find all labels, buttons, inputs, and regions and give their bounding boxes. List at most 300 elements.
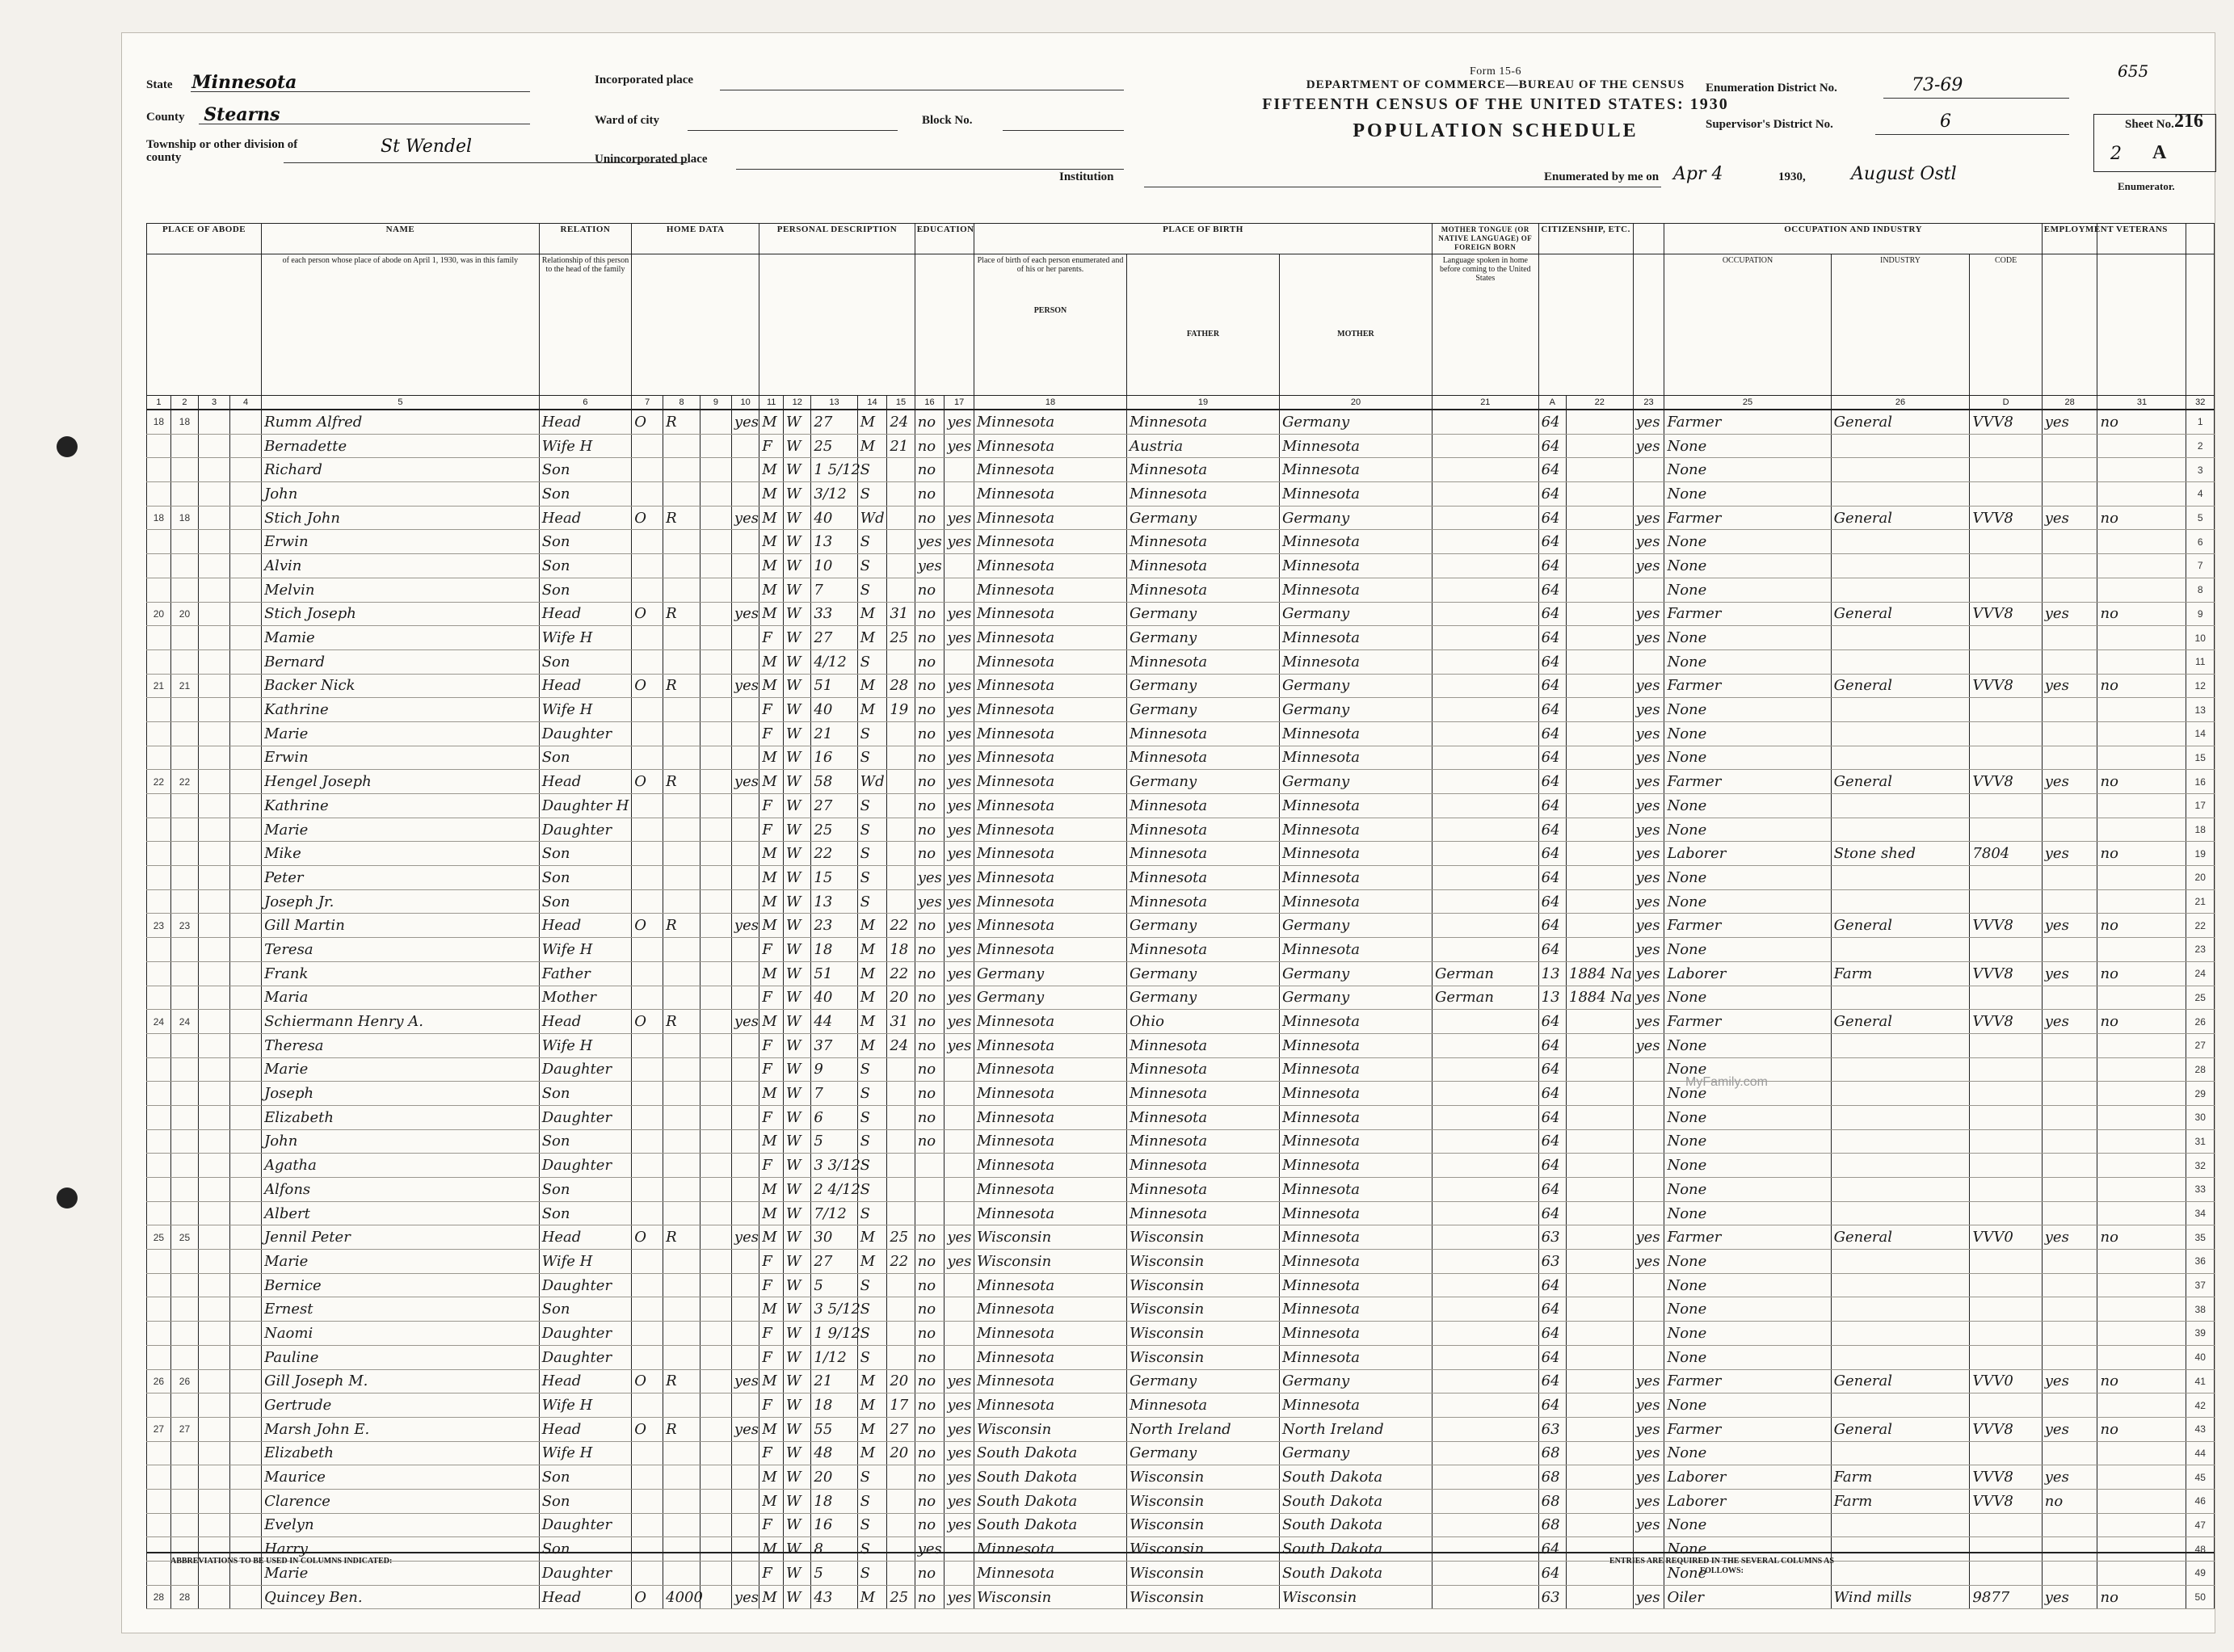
can-read-write: [945, 1082, 974, 1106]
birth-code: 64: [1538, 1537, 1566, 1562]
dwelling-number: [147, 578, 171, 602]
family-number: [170, 1057, 198, 1082]
home-tenure: [632, 1322, 663, 1346]
birthplace-person: Wisconsin: [974, 1585, 1127, 1609]
speaks-english: [1633, 1082, 1664, 1106]
school-attendance: no: [915, 1513, 945, 1537]
home-value: [663, 1250, 700, 1274]
empty-cell: [700, 1225, 731, 1250]
age-at-marriage: 27: [887, 1417, 915, 1441]
race: W: [784, 506, 811, 530]
industry-code: [1970, 1322, 2042, 1346]
age-at-marriage: [887, 1297, 915, 1322]
occupation: Farmer: [1664, 1225, 1831, 1250]
can-read-write: yes: [945, 961, 974, 986]
mother-tongue: [1432, 721, 1538, 746]
school-attendance: no: [915, 1105, 945, 1129]
person-name: Kathrine: [262, 794, 540, 818]
birthplace-person: Minnesota: [974, 1033, 1127, 1057]
occupation: None: [1664, 482, 1831, 507]
occupation: None: [1664, 458, 1831, 482]
birthplace-father: Minnesota: [1126, 410, 1279, 434]
race: W: [784, 1322, 811, 1346]
table-row: [147, 1105, 2215, 1129]
line-number: 46: [2186, 1489, 2215, 1513]
mother-tongue: [1432, 818, 1538, 842]
race: W: [784, 986, 811, 1010]
industry: [1831, 746, 1970, 770]
home-value: [663, 482, 700, 507]
age: 13: [811, 889, 857, 914]
enumerated-date: Apr 4: [1673, 164, 1723, 184]
birth-code: 64: [1538, 889, 1566, 914]
line-number: 36: [2186, 1250, 2215, 1274]
race: W: [784, 458, 811, 482]
race: W: [784, 1585, 811, 1609]
dwelling-number: [147, 434, 171, 458]
birthplace-person: Minnesota: [974, 1010, 1127, 1034]
birth-code: 64: [1538, 530, 1566, 554]
home-tenure: O: [632, 1417, 663, 1441]
industry-code: [1970, 1082, 2042, 1106]
can-read-write: yes: [945, 889, 974, 914]
occupation: None: [1664, 721, 1831, 746]
veteran: [2097, 1154, 2186, 1178]
relation: Son: [539, 1178, 632, 1202]
person-name: Backer Nick: [262, 674, 540, 698]
sex: M: [759, 649, 784, 674]
empty-cell: [230, 794, 262, 818]
race: W: [784, 1154, 811, 1178]
relation: Son: [539, 458, 632, 482]
occupation: None: [1664, 1513, 1831, 1537]
column-number: 19: [1126, 396, 1279, 410]
column-number: 12: [784, 396, 811, 410]
line-number: 31: [2186, 1129, 2215, 1154]
census-title: FIFTEENTH CENSUS OF THE UNITED STATES: 1930: [1262, 95, 1729, 113]
family-number: [170, 866, 198, 890]
speaks-english: yes: [1633, 1033, 1664, 1057]
age-at-marriage: [887, 1322, 915, 1346]
column-number: 11: [759, 396, 784, 410]
family-number: 23: [170, 914, 198, 938]
birth-code: 68: [1538, 1465, 1566, 1490]
farm-flag: [731, 554, 759, 578]
birthplace-mother: Germany: [1279, 1441, 1432, 1465]
marital-status: S: [857, 1513, 887, 1537]
race: W: [784, 818, 811, 842]
birthplace-mother: Minnesota: [1279, 1393, 1432, 1418]
age: 51: [811, 674, 857, 698]
table-row: [147, 986, 2215, 1010]
dwelling-number: [147, 530, 171, 554]
empty-cell: [199, 458, 230, 482]
family-number: 21: [170, 674, 198, 698]
family-number: 27: [170, 1417, 198, 1441]
industry: [1831, 482, 1970, 507]
dwelling-number: [147, 1465, 171, 1490]
birthplace-person: Germany: [974, 961, 1127, 986]
home-value: R: [663, 1225, 700, 1250]
sex: F: [759, 1513, 784, 1537]
sex: M: [759, 1417, 784, 1441]
empty-cell: [230, 1057, 262, 1082]
line-number: 1: [2186, 410, 2215, 434]
speaks-english: yes: [1633, 674, 1664, 698]
industry: General: [1831, 1369, 1970, 1393]
industry: [1831, 649, 1970, 674]
birthplace-mother: Minnesota: [1279, 626, 1432, 650]
industry: [1831, 794, 1970, 818]
industry: General: [1831, 914, 1970, 938]
speaks-english: yes: [1633, 1369, 1664, 1393]
can-read-write: yes: [945, 986, 974, 1010]
speaks-english: yes: [1633, 1513, 1664, 1537]
home-tenure: [632, 818, 663, 842]
birth-code: 64: [1538, 458, 1566, 482]
empty-cell: [230, 1393, 262, 1418]
veteran: [2097, 1441, 2186, 1465]
family-number: [170, 1322, 198, 1346]
race: W: [784, 649, 811, 674]
industry: Farm: [1831, 1489, 1970, 1513]
speaks-english: yes: [1633, 1417, 1664, 1441]
marital-status: M: [857, 674, 887, 698]
mother-tongue: [1432, 1178, 1538, 1202]
industry: [1831, 1345, 1970, 1369]
can-read-write: yes: [945, 602, 974, 626]
speaks-english: yes: [1633, 1225, 1664, 1250]
relation: Head: [539, 770, 632, 794]
employed: [2042, 649, 2097, 674]
empty-cell: [230, 626, 262, 650]
birthplace-father: Germany: [1126, 1441, 1279, 1465]
marital-status: M: [857, 698, 887, 722]
birthplace-mother: Minnesota: [1279, 1129, 1432, 1154]
industry-code: [1970, 794, 2042, 818]
industry-code: [1970, 938, 2042, 962]
relation: Son: [539, 554, 632, 578]
occupation: Farmer: [1664, 1010, 1831, 1034]
age: 7: [811, 578, 857, 602]
birthplace-father: North Ireland: [1126, 1417, 1279, 1441]
age: 9: [811, 1057, 857, 1082]
line-number: 4: [2186, 482, 2215, 507]
empty-cell: [199, 1154, 230, 1178]
speaks-english: yes: [1633, 818, 1664, 842]
birth-code: 64: [1538, 1297, 1566, 1322]
birth-code: 64: [1538, 1154, 1566, 1178]
relation: Head: [539, 1369, 632, 1393]
family-number: [170, 1082, 198, 1106]
dwelling-number: [147, 746, 171, 770]
home-tenure: O: [632, 1585, 663, 1609]
table-row: [147, 889, 2215, 914]
school-attendance: no: [915, 1489, 945, 1513]
speaks-english: yes: [1633, 434, 1664, 458]
relation: Wife H: [539, 434, 632, 458]
industry-code: [1970, 530, 2042, 554]
person-name: Peter: [262, 866, 540, 890]
age: 5: [811, 1273, 857, 1297]
immigration: [1567, 1105, 1633, 1129]
empty-cell: [230, 1345, 262, 1369]
dwelling-number: 23: [147, 914, 171, 938]
line-number: 47: [2186, 1513, 2215, 1537]
veteran: no: [2097, 506, 2186, 530]
empty-cell: [700, 554, 731, 578]
empty-cell: [230, 698, 262, 722]
occupation: None: [1664, 530, 1831, 554]
empty-cell: [230, 1441, 262, 1465]
birthplace-mother: Germany: [1279, 1369, 1432, 1393]
birth-code: 64: [1538, 1082, 1566, 1106]
occupation: None: [1664, 1345, 1831, 1369]
birthplace-person: Minnesota: [974, 721, 1127, 746]
line-number: 34: [2186, 1201, 2215, 1225]
age-at-marriage: 17: [887, 1393, 915, 1418]
industry: Farm: [1831, 1465, 1970, 1490]
empty-cell: [700, 818, 731, 842]
industry-code: [1970, 1250, 2042, 1274]
home-value: [663, 986, 700, 1010]
person-name: Marie: [262, 721, 540, 746]
veteran: [2097, 530, 2186, 554]
home-tenure: [632, 1033, 663, 1057]
group-tongue: MOTHER TONGUE (OR NATIVE LANGUAGE) OF FOREIGN BORN: [1432, 224, 1538, 254]
speaks-english: yes: [1633, 986, 1664, 1010]
birthplace-person: Minnesota: [974, 602, 1127, 626]
age: 40: [811, 506, 857, 530]
mother-tongue: [1432, 1273, 1538, 1297]
line-number: 49: [2186, 1562, 2215, 1586]
line-number: 32: [2186, 1154, 2215, 1178]
veteran: [2097, 866, 2186, 890]
school-attendance: no: [915, 1273, 945, 1297]
dwelling-number: [147, 1250, 171, 1274]
employed: [2042, 746, 2097, 770]
birthplace-mother: Minnesota: [1279, 649, 1432, 674]
birthplace-mother: Minnesota: [1279, 1010, 1432, 1034]
industry-code: [1970, 1154, 2042, 1178]
birth-code: 64: [1538, 410, 1566, 434]
education-subheaders: [915, 254, 974, 396]
mother-tongue: [1432, 1345, 1538, 1369]
employed: [2042, 698, 2097, 722]
marital-status: M: [857, 1585, 887, 1609]
home-tenure: [632, 1082, 663, 1106]
speaks-english: yes: [1633, 938, 1664, 962]
sex: F: [759, 818, 784, 842]
employed: yes: [2042, 1417, 2097, 1441]
birth-code: 68: [1538, 1441, 1566, 1465]
speaks-english: [1633, 1057, 1664, 1082]
age: 21: [811, 1369, 857, 1393]
veteran: [2097, 1322, 2186, 1346]
farm-flag: [731, 1273, 759, 1297]
birth-code: 68: [1538, 1513, 1566, 1537]
empty-cell: [199, 1033, 230, 1057]
table-row: [147, 554, 2215, 578]
birthplace-person: Minnesota: [974, 1273, 1127, 1297]
birth-code: 64: [1538, 1105, 1566, 1129]
speaks-english: yes: [1633, 602, 1664, 626]
mother-tongue: [1432, 482, 1538, 507]
table-row: [147, 1369, 2215, 1393]
empty-cell: [230, 1489, 262, 1513]
birthplace-father: Minnesota: [1126, 458, 1279, 482]
column-number: 26: [1831, 396, 1970, 410]
birthplace-father: Wisconsin: [1126, 1225, 1279, 1250]
relation: Daughter: [539, 818, 632, 842]
employed: [2042, 866, 2097, 890]
relation: Daughter: [539, 1154, 632, 1178]
mother-tongue: German: [1432, 961, 1538, 986]
mother-tongue: [1432, 866, 1538, 890]
occupation: None: [1664, 818, 1831, 842]
speaks-english: yes: [1633, 626, 1664, 650]
birthplace-person: Minnesota: [974, 1537, 1127, 1562]
county-value: Stearns: [204, 104, 280, 125]
farm-flag: [731, 1129, 759, 1154]
empty-cell: [700, 1513, 731, 1537]
can-read-write: yes: [945, 506, 974, 530]
table-row: [147, 1513, 2215, 1537]
race: W: [784, 482, 811, 507]
sex: M: [759, 554, 784, 578]
family-number: [170, 746, 198, 770]
race: W: [784, 1082, 811, 1106]
relation: Daughter: [539, 721, 632, 746]
empty-cell: [700, 1082, 731, 1106]
empty-cell: [199, 1489, 230, 1513]
line-number: 22: [2186, 914, 2215, 938]
occupation: None: [1664, 578, 1831, 602]
marital-status: M: [857, 626, 887, 650]
age: 27: [811, 410, 857, 434]
occupation: Laborer: [1664, 842, 1831, 866]
person-name: Clarence: [262, 1489, 540, 1513]
mother-tongue: [1432, 530, 1538, 554]
line-number: 23: [2186, 938, 2215, 962]
age-at-marriage: 20: [887, 1369, 915, 1393]
birth-code: 64: [1538, 649, 1566, 674]
incorporated-label: Incorporated place: [595, 74, 694, 86]
sex: M: [759, 1225, 784, 1250]
immigration: [1567, 1082, 1633, 1106]
birth-code: 64: [1538, 746, 1566, 770]
industry: Stone shed: [1831, 842, 1970, 866]
table-row: [147, 794, 2215, 818]
line-number: 27: [2186, 1033, 2215, 1057]
race: W: [784, 721, 811, 746]
age-at-marriage: 21: [887, 434, 915, 458]
industry: [1831, 1393, 1970, 1418]
race: W: [784, 1417, 811, 1441]
dwelling-number: 27: [147, 1417, 171, 1441]
immigration: [1567, 698, 1633, 722]
dwelling-number: 26: [147, 1369, 171, 1393]
home-tenure: [632, 1489, 663, 1513]
age: 44: [811, 1010, 857, 1034]
home-tenure: [632, 961, 663, 986]
relation: Son: [539, 1082, 632, 1106]
population-table: [146, 223, 2215, 1609]
mother-tongue: [1432, 794, 1538, 818]
birthplace-father: Wisconsin: [1126, 1585, 1279, 1609]
home-value: [663, 938, 700, 962]
employed: yes: [2042, 674, 2097, 698]
speaks-english: yes: [1633, 1465, 1664, 1490]
person-name: Gill Martin: [262, 914, 540, 938]
supervisor-value: 6: [1940, 111, 1951, 132]
sex: M: [759, 746, 784, 770]
block-label: Block No.: [922, 114, 973, 127]
age-at-marriage: 18: [887, 938, 915, 962]
group-line-number: [2186, 224, 2215, 254]
supervisor-label: Supervisor's District No.: [1706, 118, 1833, 131]
can-read-write: yes: [945, 1417, 974, 1441]
veteran: [2097, 482, 2186, 507]
dwelling-number: [147, 818, 171, 842]
mother-tongue: [1432, 1489, 1538, 1513]
birthplace-mother: South Dakota: [1279, 1562, 1432, 1586]
industry: [1831, 1201, 1970, 1225]
sex: M: [759, 1489, 784, 1513]
sex: M: [759, 1129, 784, 1154]
race: W: [784, 1345, 811, 1369]
age: 51: [811, 961, 857, 986]
sex: M: [759, 530, 784, 554]
birthplace-mother: Germany: [1279, 698, 1432, 722]
age-at-marriage: [887, 554, 915, 578]
farm-flag: [731, 434, 759, 458]
empty-cell: [230, 866, 262, 890]
empty-cell: [199, 698, 230, 722]
name-column-header: of each person whose place of abode on April 1, 1930, was in this family: [262, 254, 540, 396]
industry: General: [1831, 602, 1970, 626]
birthplace-mother: Minnesota: [1279, 1297, 1432, 1322]
employed: [2042, 1082, 2097, 1106]
industry: Farm: [1831, 961, 1970, 986]
empty-cell: [199, 1225, 230, 1250]
age-at-marriage: [887, 1513, 915, 1537]
mother-tongue: [1432, 1154, 1538, 1178]
home-value: [663, 866, 700, 890]
race: W: [784, 410, 811, 434]
relation: Wife H: [539, 1393, 632, 1418]
table-row: [147, 578, 2215, 602]
home-value: [663, 649, 700, 674]
mother-tongue: [1432, 626, 1538, 650]
table-row: [147, 914, 2215, 938]
empty-cell: [700, 842, 731, 866]
home-value: R: [663, 770, 700, 794]
empty-cell: [199, 1297, 230, 1322]
employed: [2042, 434, 2097, 458]
table-row: [147, 1465, 2215, 1490]
birthplace-mother: Germany: [1279, 506, 1432, 530]
immigration: [1567, 1129, 1633, 1154]
empty-cell: [199, 866, 230, 890]
empty-cell: [700, 938, 731, 962]
home-tenure: [632, 698, 663, 722]
empty-cell: [700, 602, 731, 626]
birthplace-mother: Minnesota: [1279, 1057, 1432, 1082]
can-read-write: [945, 482, 974, 507]
home-tenure: [632, 649, 663, 674]
empty-cell: [199, 1129, 230, 1154]
